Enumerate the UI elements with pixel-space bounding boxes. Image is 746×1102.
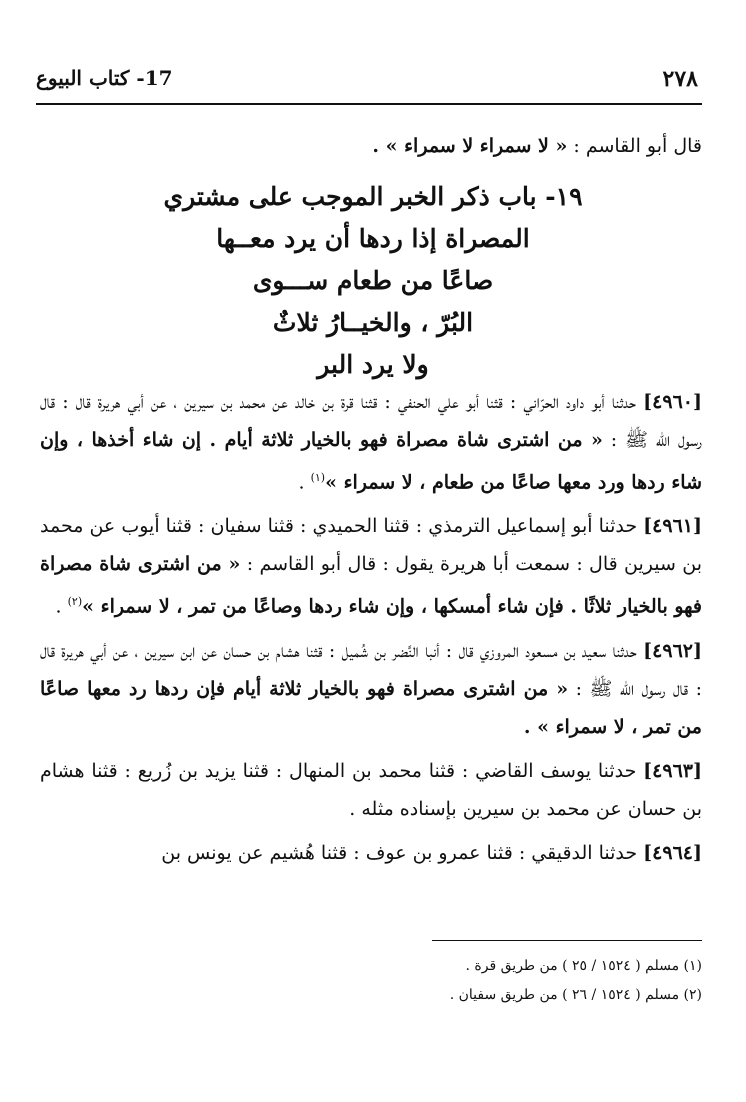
footnote-ref: (١) (310, 471, 326, 484)
section-title-line-3: صاعًا من طعام ســـوى (252, 266, 494, 295)
hadith-end: . (298, 471, 311, 494)
hadith-end: . (55, 595, 68, 618)
section-title-line-1: ١٩- باب ذكر الخبر الموجب على مشتري (163, 182, 583, 211)
footnote-1: (١) مسلم ( ١٥٢٤ / ٢٥ ) من طريق قرة . (465, 958, 702, 974)
hadith-4964 (40, 834, 702, 872)
hadith-list (40, 383, 702, 878)
hadith-matn: « من اشترى مصراة فهو بالخيار ثلاثة أيام فإن ردها رد معها صاعًا من تمر ، لا سمراء » . (40, 677, 702, 738)
hadith-matn: « من اشترى شاة مصراة فهو بالخيار ثلاثة أيام . إن شاء أخذها ، وإن شاء ردها ورد معها صاعًا من طعام ، لا سمراء » (40, 429, 702, 494)
footnote-ref: (٢) (67, 595, 83, 609)
section-title-line-2: المصراة إذا ردها أن يرد معــها (216, 224, 530, 253)
footnotes (40, 952, 702, 1010)
footnote-rule (432, 940, 702, 941)
hadith-number: [٤٩٦٢] (643, 639, 702, 662)
hadith-4960 (40, 383, 702, 501)
hadith-isnad: حدثنا أبو داود الحرّاني : قثنا أبو علي الحنفي : قثنا قرة بن خالد عن محمد بن سيرين ، عن أبي هريرة قال : قال رسول الله ﷺ : (40, 391, 702, 451)
hadith-isnad: حدثنا الدقيقي : قثنا عمرو بن عوف : قثنا هُشيم عن يونس بن (161, 841, 644, 864)
hadith-number: [٤٩٦٣] (643, 759, 702, 782)
hadith-number: [٤٩٦٠] (643, 391, 702, 413)
hadith-4961 (40, 507, 702, 625)
intro-quote: « لا سمراء لا سمراء » . (372, 135, 568, 157)
section-title (40, 176, 706, 386)
hadith-number: [٤٩٦١] (643, 515, 702, 538)
intro-prefix: قال أبو القاسم : (567, 135, 702, 157)
hadith-isnad: حدثنا سعيد بن مسعود المروزي قال : أنبا النَّضر بن شُميل : قثنا هشام بن حسان عن ابن سيرين ، عن أبي هريرة قال : قال رسول الله ﷺ : (40, 639, 702, 700)
section-title-line-4: البُرّ ، والخيــارُ ثلاثٌ (272, 308, 474, 337)
chapter-title: 17- كتاب البيوع (36, 66, 173, 90)
hadith-number: [٤٩٦٤] (643, 841, 702, 864)
hadith-isnad: حدثنا أبو إسماعيل الترمذي : قثنا الحميدي : قثنا سفيان : قثنا أيوب عن محمد بن سيرين قال : سمعت أبا هريرة يقول : قال أبو القاسم : (40, 515, 702, 576)
section-title-line-5: ولا يرد البر (317, 350, 429, 379)
page-number: ٢٧٨ (662, 66, 698, 92)
hadith-matn: « من اشترى شاة مصراة فهو بالخيار ثلاثًا . فإن شاء أمسكها ، وإن شاء ردها وصاعًا من تمر ، لا سمراء » (40, 553, 702, 618)
hadith-4962 (40, 632, 702, 746)
footnote-2: (٢) مسلم ( ١٥٢٤ / ٢٦ ) من طريق سفيان . (449, 987, 702, 1003)
header-rule (36, 103, 702, 105)
intro-line (40, 126, 702, 166)
hadith-isnad: حدثنا يوسف القاضي : قثنا محمد بن المنهال : قثنا يزيد بن زُريع : قثنا هشام بن حسان عن محمد بن سيرين بإسناده مثله . (40, 759, 702, 820)
hadith-4963 (40, 752, 702, 828)
